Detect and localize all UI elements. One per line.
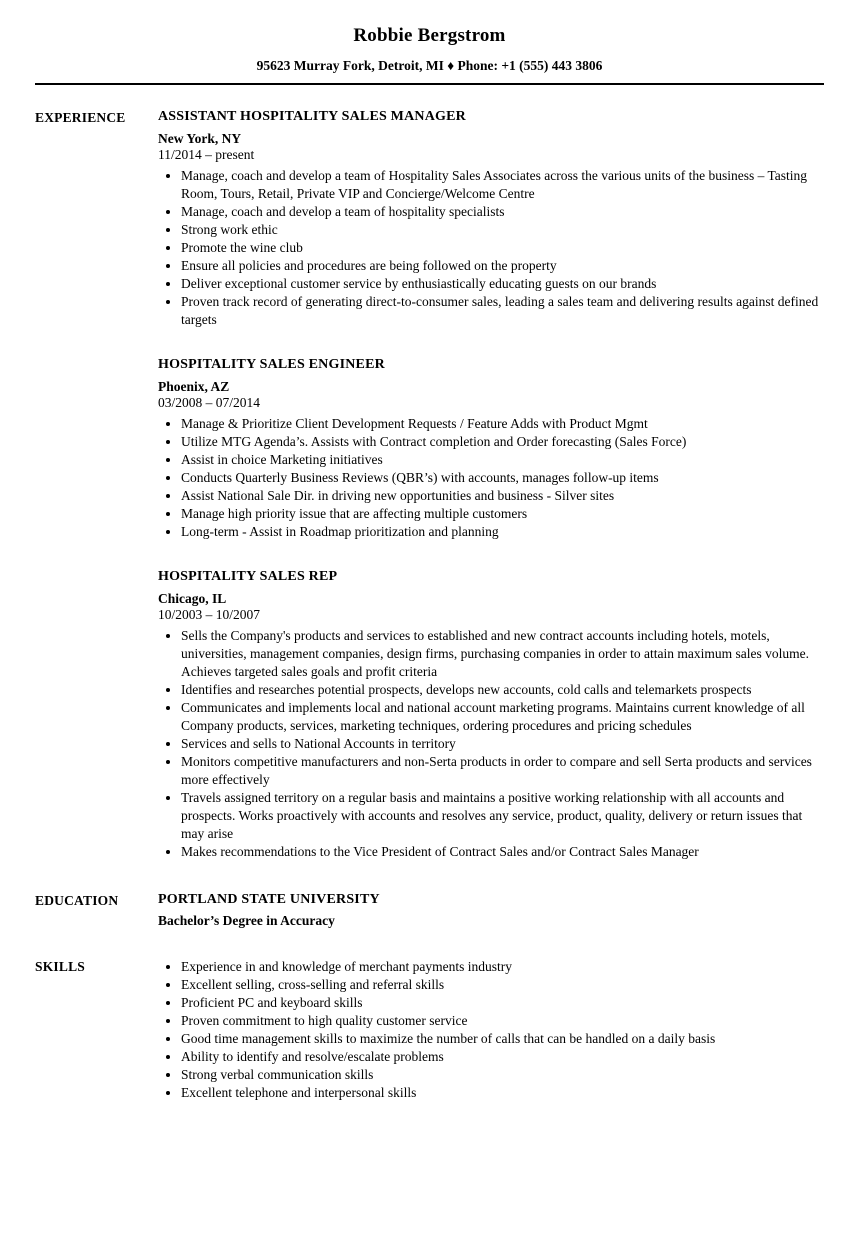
education-label: EDUCATION: [35, 893, 119, 908]
bullet-item: • Services and sells to National Accounts in territory: [181, 735, 824, 753]
job-bullet-list: [158, 627, 824, 861]
skills-content: [158, 958, 824, 1102]
job-entry: [158, 109, 824, 329]
section-experience: [35, 109, 824, 861]
section-skills: [35, 958, 824, 1102]
bullet-item: • Manage, coach and develop a team of hospitality specialists: [181, 203, 824, 221]
candidate-name: Robbie Bergstrom: [353, 25, 506, 46]
experience-content: [158, 109, 824, 861]
job-entry: [158, 569, 824, 861]
education-degree: Bachelor’s Degree in Accuracy: [158, 913, 335, 928]
bullet-item: • Identifies and researches potential prospects, develops new accounts, cold calls and telemarkets prospects: [181, 681, 824, 699]
job-dates: 03/2008 – 07/2014: [158, 395, 261, 410]
job-location: New York, NY: [158, 131, 242, 146]
bullet-item: • Communicates and implements local and national account marketing programs. Maintains current knowledge of all Company products, services, marketing techniques, ordering procedures and pricing schedules: [181, 699, 824, 735]
bullet-item: • Long-term - Assist in Roadmap prioritization and planning: [181, 523, 824, 541]
bullet-item: • Deliver exceptional customer service by enthusiastically educating guests on our brands: [181, 275, 824, 293]
bullet-item: • Assist National Sale Dir. in driving new opportunities and business - Silver sites: [181, 487, 824, 505]
header-divider: [35, 83, 824, 85]
bullet-item: • Good time management skills to maximize the number of calls that can be handled on a daily basis: [181, 1030, 824, 1048]
bullet-item: • Makes recommendations to the Vice President of Contract Sales and/or Contract Sales Manager: [181, 843, 824, 861]
bullet-item: • Manage, coach and develop a team of Hospitality Sales Associates across the various units of the business – Tasting Room, Tours, Retail, Private VIP and Concierge/Welcome Centre: [181, 167, 824, 203]
experience-label: EXPERIENCE: [35, 110, 126, 125]
bullet-item: • Sells the Company's products and services to established and new contract accounts including hotels, motels, universities, management companies, design firms, purchasing companies in order to attain maximum sales volume. Achieves targeted sales goals and profit criteria: [181, 627, 824, 681]
skills-bullet-list: [158, 958, 824, 1102]
bullet-item: • Utilize MTG Agenda’s. Assists with Contract completion and Order forecasting (Sales Force): [181, 433, 824, 451]
education-school: PORTLAND STATE UNIVERSITY: [158, 892, 380, 907]
bullet-item: • Proven commitment to high quality customer service: [181, 1012, 824, 1030]
resume-header: [35, 16, 824, 85]
bullet-item: • Experience in and knowledge of merchant payments industry: [181, 958, 824, 976]
bullet-item: • Monitors competitive manufacturers and non-Serta products in order to compare and sell Serta products and services more effectively: [181, 753, 824, 789]
job-dates: 10/2003 – 10/2007: [158, 607, 261, 622]
bullet-item: • Travels assigned territory on a regular basis and maintains a positive working relationship with all accounts and prospects. Works proactively with accounts and resolves any service, product, quality, delivery or return issues that may arise: [181, 789, 824, 843]
bullet-item: • Promote the wine club: [181, 239, 824, 257]
bullet-item: • Ensure all policies and procedures are being followed on the property: [181, 257, 824, 275]
job-location: Phoenix, AZ: [158, 379, 230, 394]
bullet-item: • Excellent selling, cross-selling and referral skills: [181, 976, 824, 994]
job-title: HOSPITALITY SALES ENGINEER: [158, 357, 385, 372]
job-bullet-list: [158, 167, 824, 329]
bullet-item: • Proven track record of generating direct-to-consumer sales, leading a sales team and delivering results against defined targets: [181, 293, 824, 329]
bullet-item: • Proficient PC and keyboard skills: [181, 994, 824, 1012]
job-title: ASSISTANT HOSPITALITY SALES MANAGER: [158, 109, 466, 124]
skills-label: SKILLS: [35, 959, 85, 974]
job-entry: [158, 357, 824, 541]
job-dates: 11/2014 – present: [158, 147, 255, 162]
bullet-item: • Strong work ethic: [181, 221, 824, 239]
education-content: [158, 892, 824, 929]
contact-line: 95623 Murray Fork, Detroit, MI ♦ Phone: +1 (555) 443 3806: [256, 58, 603, 73]
bullet-item: • Manage & Prioritize Client Development Requests / Feature Adds with Product Mgmt: [181, 415, 824, 433]
job-location: Chicago, IL: [158, 591, 227, 606]
bullet-item: • Manage high priority issue that are affecting multiple customers: [181, 505, 824, 523]
bullet-item: • Strong verbal communication skills: [181, 1066, 824, 1084]
bullet-item: • Ability to identify and resolve/escalate problems: [181, 1048, 824, 1066]
job-bullet-list: [158, 415, 824, 541]
bullet-item: • Assist in choice Marketing initiatives: [181, 451, 824, 469]
bullet-item: • Conducts Quarterly Business Reviews (QBR’s) with accounts, manages follow-up items: [181, 469, 824, 487]
job-title: HOSPITALITY SALES REP: [158, 569, 338, 584]
section-education: [35, 892, 824, 929]
bullet-item: • Excellent telephone and interpersonal skills: [181, 1084, 824, 1102]
